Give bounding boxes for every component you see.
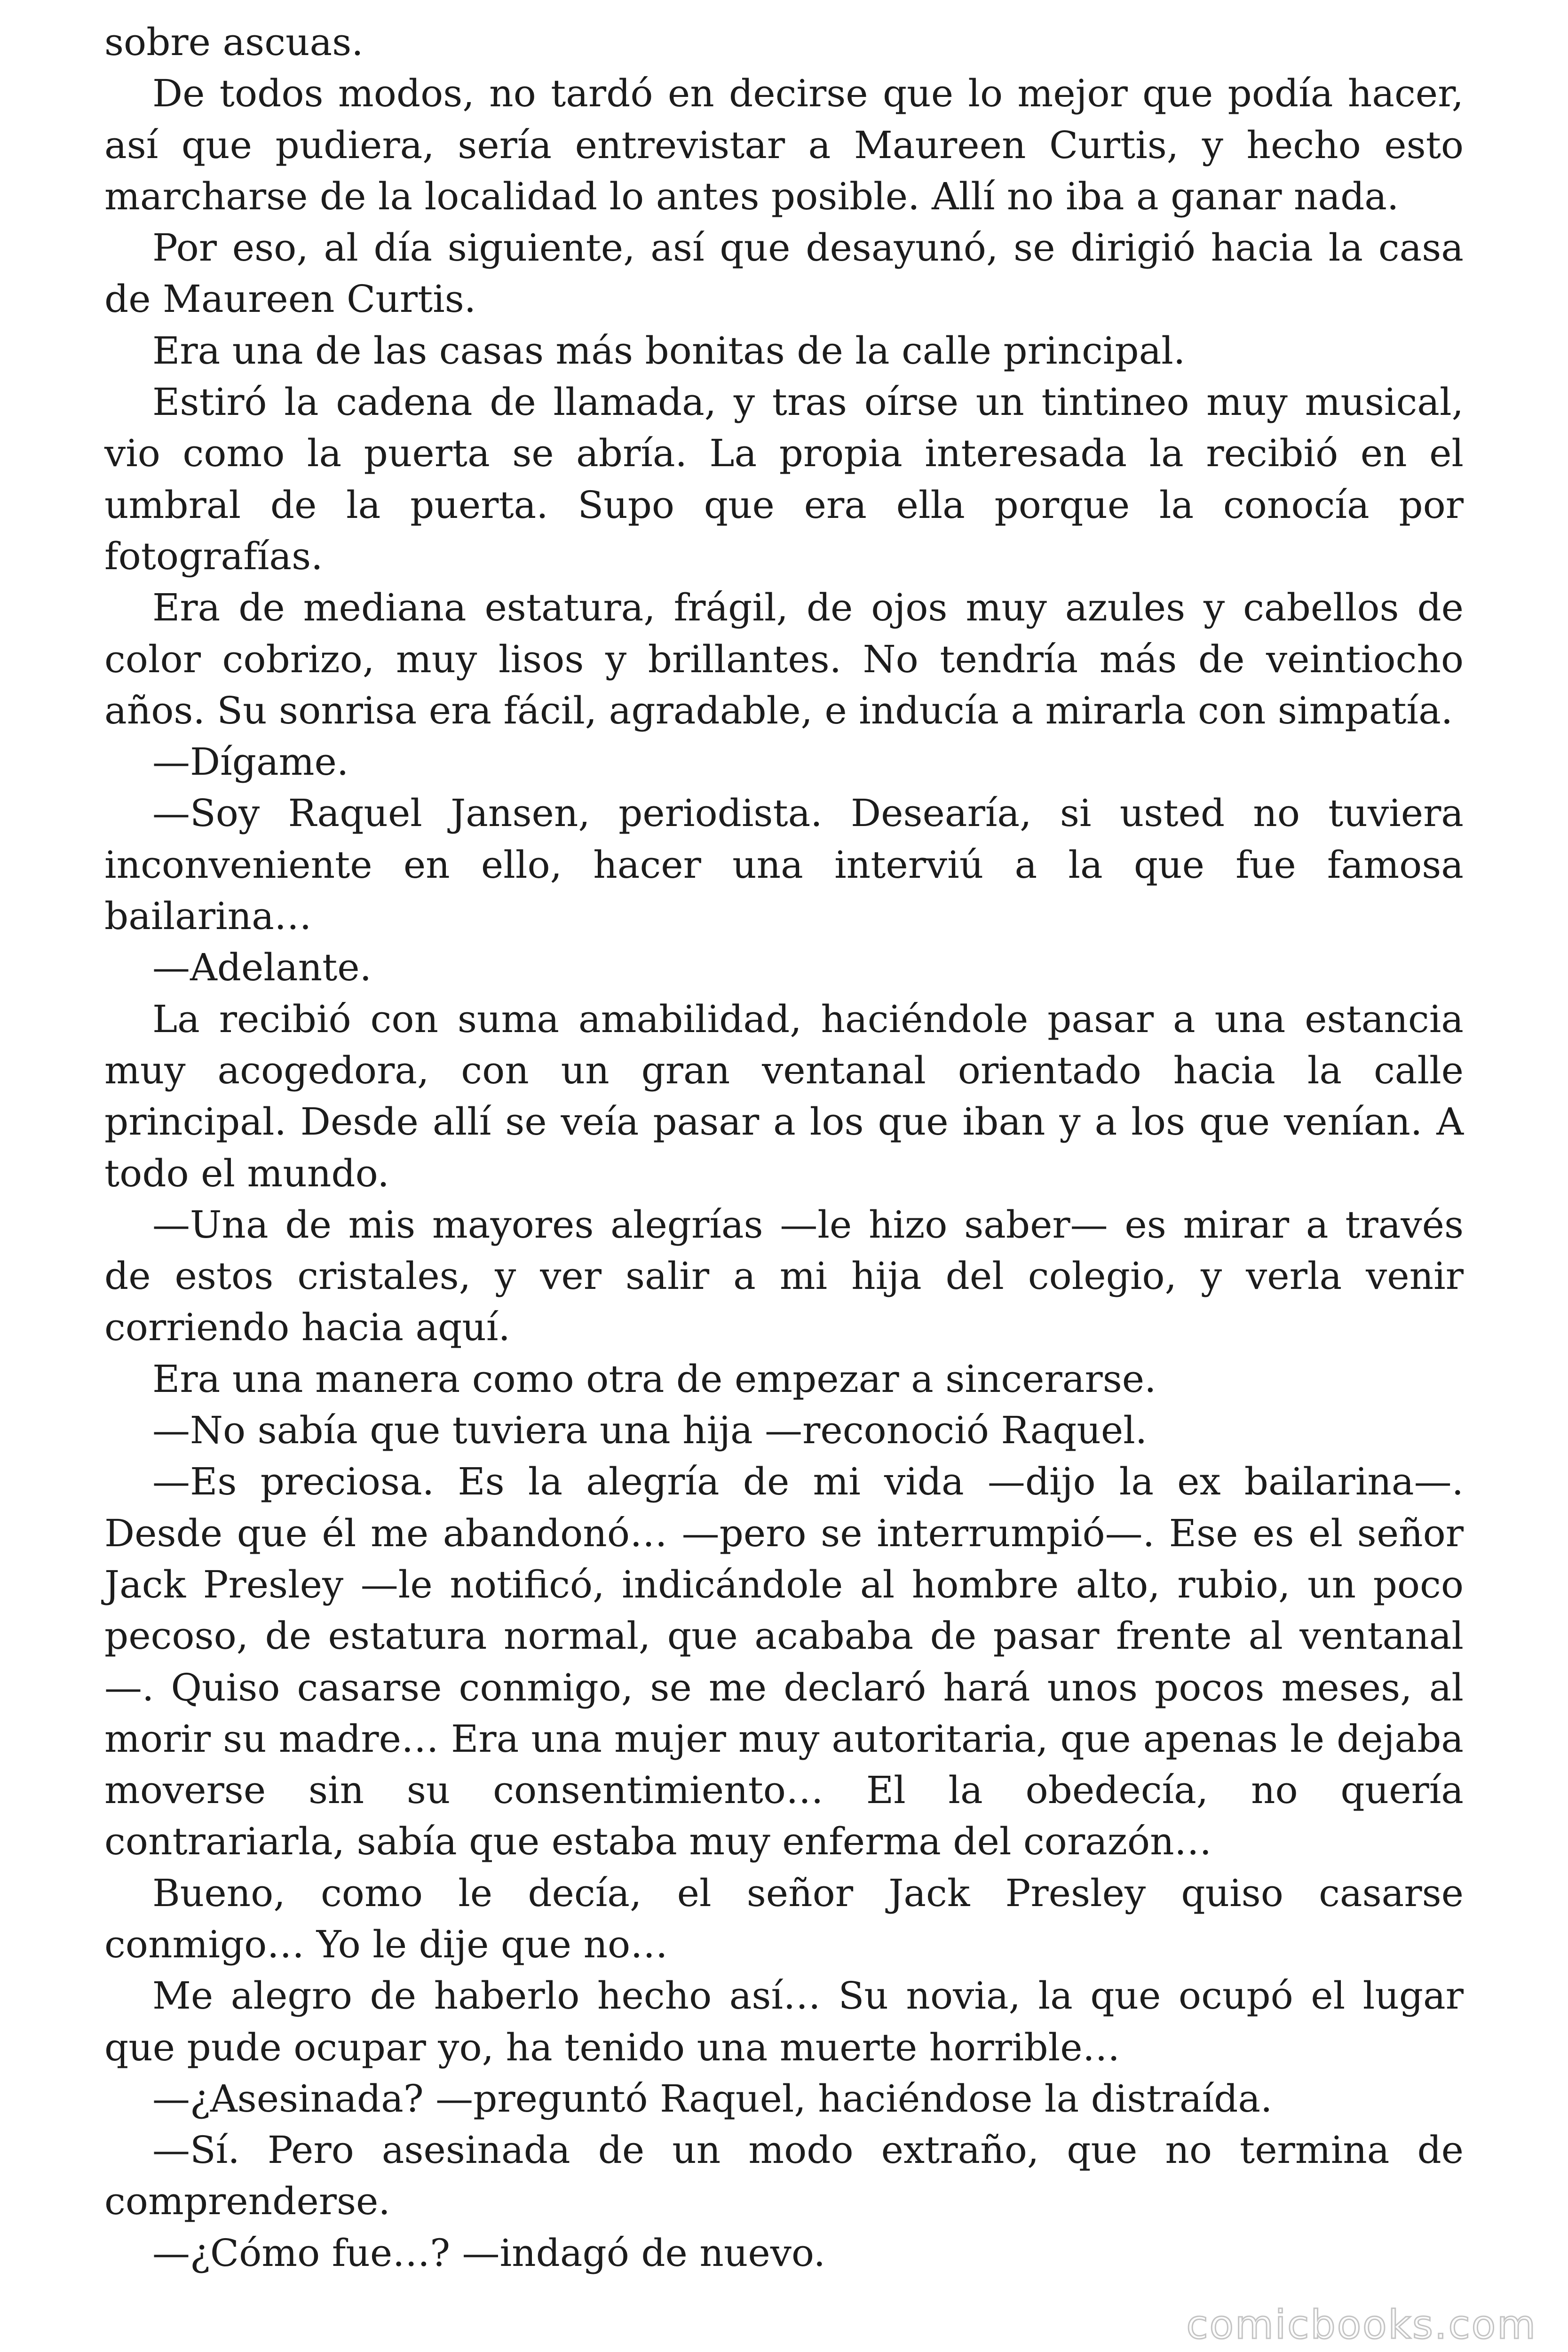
paragraph: Era una manera como otra de empezar a sincerarse. [152, 1357, 1156, 1401]
dialogue-line: —Soy Raquel Jansen, periodista. Desearía, si usted no tuviera inconveniente en ello, hacer una interviú a la que fue famosa bailarina… [104, 791, 1464, 938]
book-page-text [104, 16, 1464, 2279]
paragraph: Por eso, al día siguiente, así que desayunó, se dirigió hacia la casa de Maureen Curtis. [104, 226, 1464, 321]
dialogue-line: —Adelante. [152, 946, 372, 990]
watermark: comicbooks.com [1186, 2302, 1537, 2348]
paragraph: Era una de las casas más bonitas de la calle principal. [152, 328, 1186, 373]
paragraph: Bueno, como le decía, el señor Jack Presley quiso casarse conmigo… Yo le dije que no… [104, 1871, 1464, 1966]
paragraph: sobre ascuas. [104, 20, 364, 64]
paragraph: De todos modos, no tardó en decirse que lo mejor que podía hacer, así que pudiera, sería entrevistar a Maureen Curtis, y hecho esto marcharse de la localidad lo antes posible. Allí no iba a ganar nada. [104, 72, 1464, 218]
paragraph: Me alegro de haberlo hecho así… Su novia, la que ocupó el lugar que pude ocupar yo, ha tenido una muerte horrible… [104, 1974, 1464, 2069]
paragraph: Estiró la cadena de llamada, y tras oírse un tintineo muy musical, vio como la puerta se abría. La propia interesada la recibió en el umbral de la puerta. Supo que era ella porque la conocía por fotografías. [104, 380, 1464, 578]
dialogue-line: —No sabía que tuviera una hija —reconoció Raquel. [152, 1408, 1148, 1453]
paragraph: La recibió con suma amabilidad, haciéndole pasar a una estancia muy acogedora, con un gran ventanal orientado hacia la calle principal. Desde allí se veía pasar a los que iban y a los que venían. A todo el mundo. [104, 997, 1464, 1195]
dialogue-line: —Una de mis mayores alegrías —le hizo saber— es mirar a través de estos cristales, y ver salir a mi hija del colegio, y verla venir corriendo hacia aquí. [104, 1202, 1464, 1350]
dialogue-line: —Sí. Pero asesinada de un modo extraño, que no termina de comprenderse. [104, 2128, 1464, 2224]
dialogue-line: —Es preciosa. Es la alegría de mi vida —dijo la ex bailarina—. Desde que él me abandonó… —pero se interrumpió—. Ese es el señor Jack Presley —le notificó, indicándole al hombre alto, rubio, un poco pecoso, de estatura normal, que acababa de pasar frente al ventanal—. Quiso casarse conmigo, se me declaró hará unos pocos meses, al morir su madre… Era una mujer muy autoritaria, que apenas le dejaba moverse sin su consentimiento… El la obedecía, no quería contrariarla, sabía que estaba muy enferma del corazón… [104, 1460, 1464, 1864]
dialogue-line: —¿Cómo fue…? —indagó de nuevo. [152, 2231, 826, 2275]
dialogue-line: —¿Asesinada? —preguntó Raquel, haciéndose la distraída. [152, 2076, 1273, 2121]
paragraph: Era de mediana estatura, frágil, de ojos muy azules y cabellos de color cobrizo, muy lisos y brillantes. No tendría más de veintiocho años. Su sonrisa era fácil, agradable, e inducía a mirarla con simpatía. [104, 586, 1464, 732]
dialogue-line: —Dígame. [152, 740, 349, 784]
